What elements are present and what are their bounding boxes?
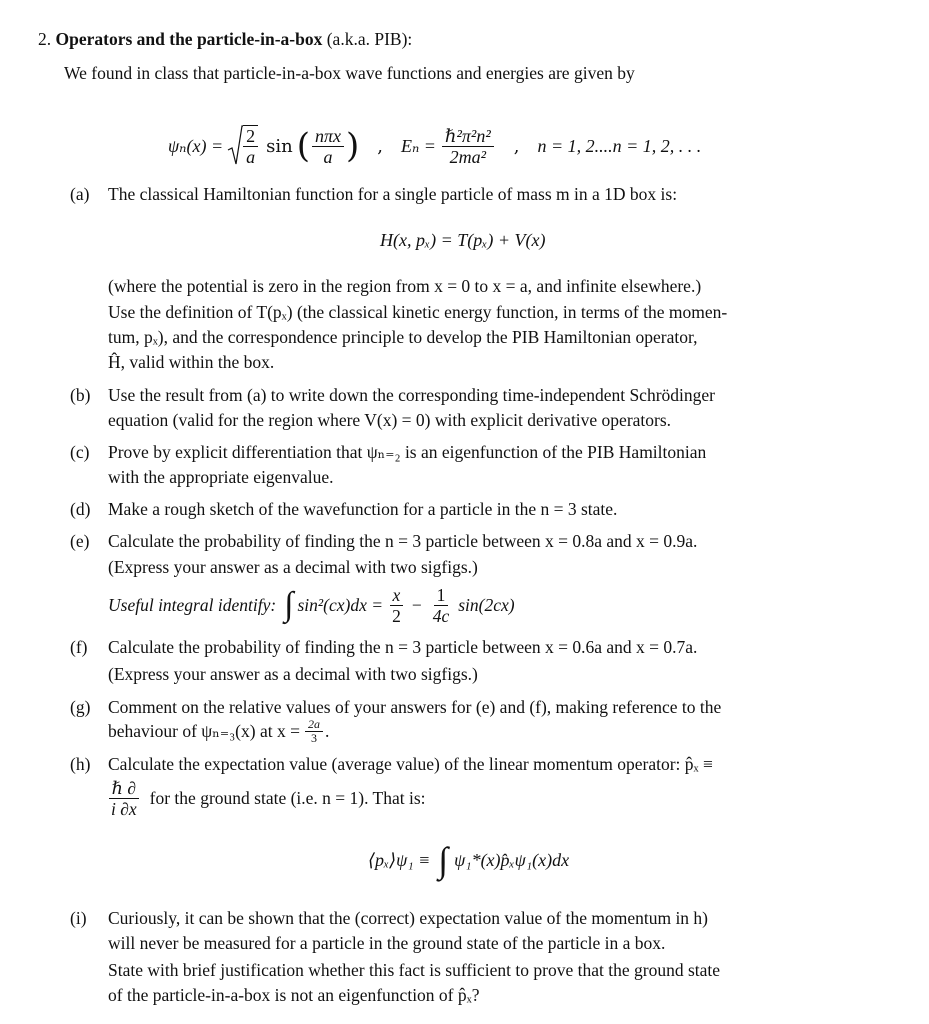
- wavefunction-lhs: ψₙ(x) =: [168, 135, 224, 156]
- identity-frac1-den: 2: [392, 605, 401, 626]
- part-i-line1: Curiously, it can be shown that the (correct) expectation value of the momentum in h): [108, 908, 709, 928]
- part-a-line4: tum, pₓ), and the correspondence principle to develop the PIB Hamiltonian operator,: [108, 327, 698, 347]
- problem-heading: [38, 27, 412, 51]
- frac-2a: 2a: [305, 718, 323, 732]
- op-denominator: i ∂x: [111, 798, 137, 819]
- hamiltonian-function: H(x, pₓ) = T(pₓ) + V(x): [380, 230, 546, 250]
- energy-lhs: Eₙ =: [400, 135, 436, 156]
- sin-argument: [312, 126, 344, 167]
- expectation-rhs: ψ₁*(x)p̂ₓψ₁(x)dx: [454, 850, 570, 870]
- problem-title: Operators and the particle-in-a-box: [55, 29, 323, 49]
- left-paren: (: [296, 126, 310, 166]
- right-paren: ): [345, 126, 360, 166]
- part-g-period: .: [324, 721, 330, 741]
- sqrt-denominator: a: [246, 147, 256, 167]
- part-h-line1: Calculate the expectation value (average value) of the linear momentum operator: p̂ₓ ≡: [108, 754, 713, 774]
- part-c-line2: with the appropriate eigenvalue.: [108, 467, 334, 487]
- sqrt-sign-icon: [227, 124, 243, 168]
- part-i-line3: State with brief justification whether this fact is sufficient to prove that the ground state: [108, 960, 721, 980]
- identity-frac1-num: x: [390, 585, 404, 606]
- part-h-line2-text: for the ground state (i.e. n = 1). That is:: [149, 788, 426, 808]
- part-e-label: (e): [70, 531, 90, 551]
- part-f-line2: (Express your answer as a decimal with two sigfigs.): [108, 664, 478, 684]
- op-numerator: ℏ ∂: [109, 778, 139, 799]
- n-range: n = 1, 2....n = 1, 2, . . .: [537, 135, 702, 156]
- part-a-line2: (where the potential is zero in the region from x = 0 to x = a, and infinite elsewhere.): [108, 276, 702, 296]
- problem-number: 2.: [38, 29, 52, 49]
- comma-separator: ,: [377, 135, 383, 157]
- expectation-lhs: ⟨pₓ⟩ψ₁ ≡: [368, 850, 431, 870]
- energy-denominator: 2ma²: [449, 146, 487, 167]
- part-b-line2: equation (valid for the region where V(x) = 0) with explicit derivative operators.: [108, 410, 672, 430]
- integral-sign-icon: ∫: [284, 586, 294, 623]
- identity-integrand: sin²(cx)dx =: [297, 595, 384, 615]
- arg-numerator: nπx: [312, 126, 344, 147]
- comma-separator-2: ,: [513, 135, 520, 157]
- pib-equations: [168, 118, 701, 174]
- part-c-label: (c): [70, 442, 90, 462]
- part-e-line2: (Express your answer as a decimal with two sigfigs.): [108, 557, 478, 577]
- identity-frac2-den: 4c: [432, 605, 450, 626]
- identity-frac2-num: 1: [434, 585, 449, 606]
- part-i-line2: will never be measured for a particle in the ground state of the particle in a box.: [108, 933, 666, 953]
- part-a-label: (a): [70, 184, 90, 204]
- part-a-line1: The classical Hamiltonian function for a single particle of mass m in a 1D box is:: [108, 184, 678, 204]
- part-f-line1: Calculate the probability of finding the n = 3 particle between x = 0.6a and x = 0.7a.: [108, 637, 698, 657]
- part-b-line1: Use the result from (a) to write down the corresponding time-independent Schrödinger: [108, 385, 715, 405]
- part-d-label: (d): [70, 499, 91, 519]
- identity-minus: −: [411, 595, 422, 615]
- identity-frac1: [389, 585, 404, 626]
- energy-numerator: ℏ²π²n²: [442, 126, 494, 147]
- part-g-line2: [108, 716, 329, 746]
- sqrt-term: [227, 124, 260, 168]
- part-a-line5: Ĥ, valid within the box.: [108, 352, 275, 372]
- part-b-label: (b): [70, 385, 91, 405]
- sqrt-numerator: 2: [243, 126, 258, 147]
- identity-label: Useful integral identify:: [108, 595, 277, 615]
- part-i-label: (i): [70, 908, 87, 928]
- integral-identity: [108, 582, 515, 628]
- sqrt-fraction: [243, 125, 258, 167]
- integral-sign-icon-2: ∫: [438, 840, 449, 880]
- part-c-line1: Prove by explicit differentiation that ψₙ₌₂ is an eigenfunction of the PIB Hamiltonian: [108, 442, 707, 462]
- problem-title-suffix: (a.k.a. PIB):: [326, 29, 413, 49]
- part-i-line4: of the particle-in-a-box is not an eigenfunction of p̂ₓ?: [108, 985, 480, 1005]
- part-f-label: (f): [70, 637, 88, 657]
- part-d-line1: Make a rough sketch of the wavefunction for a particle in the n = 3 state.: [108, 499, 618, 519]
- part-g-line2-text: behaviour of ψₙ₌₃(x) at x =: [108, 721, 300, 741]
- part-g-label: (g): [70, 697, 91, 717]
- part-h-line2: [106, 776, 426, 820]
- identity-tail: sin(2cx): [458, 595, 515, 615]
- problem-intro: We found in class that particle-in-a-box wave functions and energies are given by: [64, 63, 635, 83]
- expectation-equation: [368, 836, 569, 884]
- sin-function: sin: [266, 135, 293, 157]
- two-thirds-a-fraction: [305, 718, 323, 745]
- identity-frac2: [430, 585, 453, 626]
- part-a-line3: Use the definition of T(pₓ) (the classical kinetic energy function, in terms of the momen-: [108, 302, 728, 322]
- part-e-line1: Calculate the probability of finding the n = 3 particle between x = 0.8a and x = 0.9a.: [108, 531, 698, 551]
- part-h-label: (h): [70, 754, 91, 774]
- part-g-line1: Comment on the relative values of your answers for (e) and (f), making reference to the: [108, 697, 722, 717]
- energy-fraction: [442, 126, 494, 167]
- frac-3: 3: [310, 730, 317, 745]
- arg-denominator: a: [323, 146, 333, 167]
- momentum-operator-fraction: [108, 778, 140, 819]
